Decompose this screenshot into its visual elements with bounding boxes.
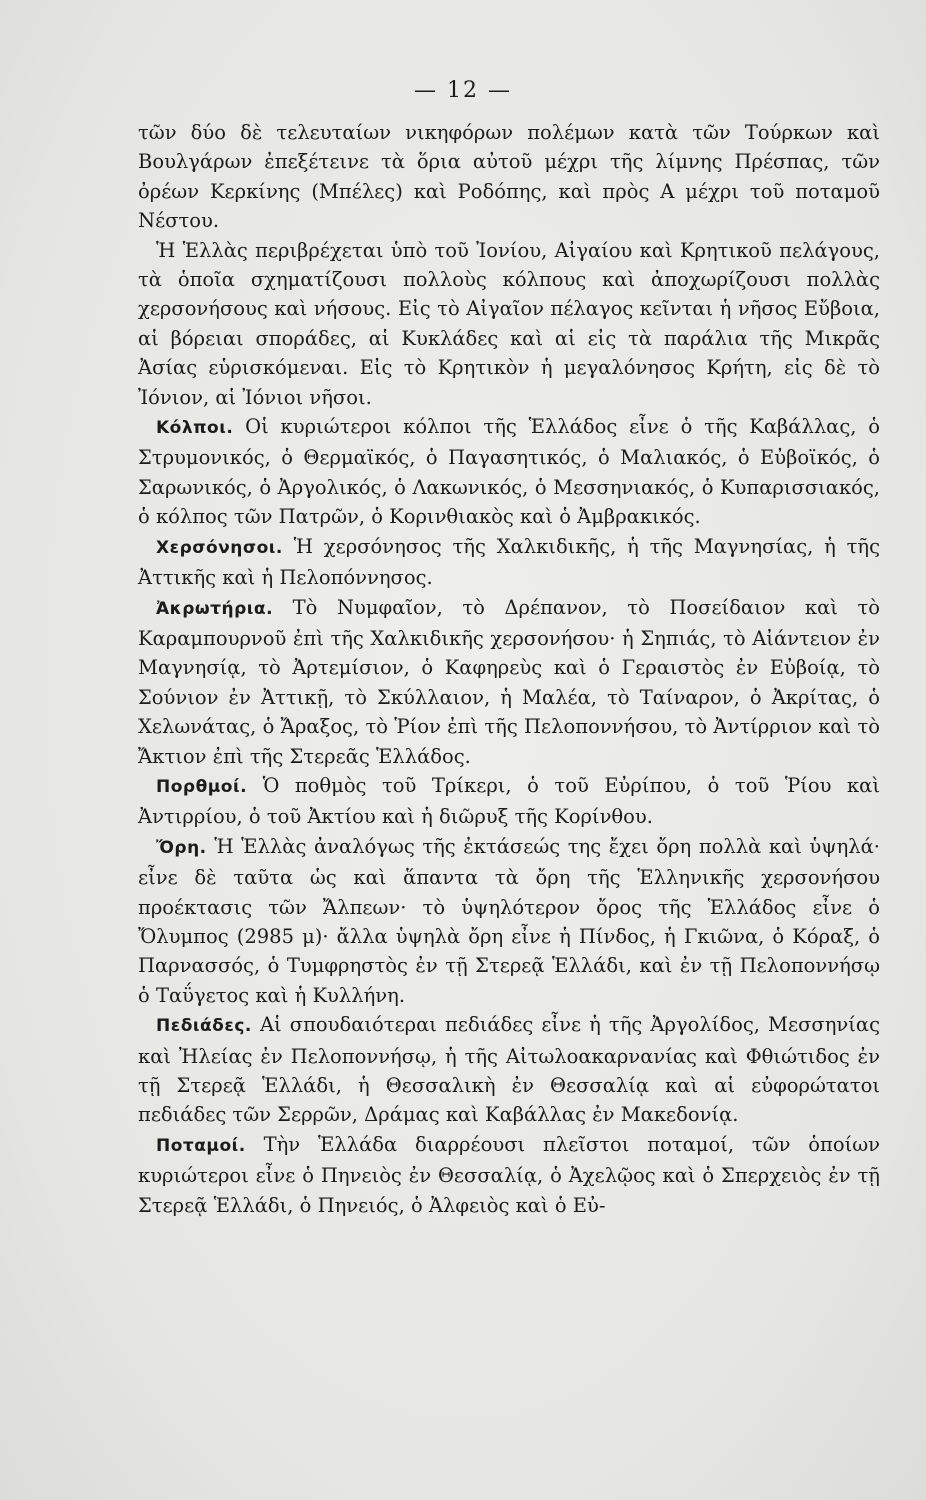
paragraph-text: Τὴν Ἑλλάδα διαρρέουσι πλεῖστοι ποταμοί, τῶν ὁποίων κυριώτεροι εἶνε ὁ Πηνειὸς ἐν Θεσσαλίᾳ, ὁ Ἀχελῷος καὶ ὁ Σπερχειὸς ἐν τῇ Στερεᾷ Ἑλλάδι, ὁ Πηνειός, ὁ Ἀλφειὸς καὶ ὁ Εὐ- <box>138 1132 880 1217</box>
paragraph-text: Ὁ ποθμὸς τοῦ Τρίκερι, ὁ τοῦ Εὐρίπου, ὁ τοῦ Ῥίου καὶ Ἀντιρρίου, ὁ τοῦ Ἀκτίου καὶ ἡ διῶρυξ τῆς Κορίνθου. <box>138 773 880 829</box>
paragraph-capes <box>138 593 880 771</box>
section-heading-gulfs: Κόλποι. <box>156 418 234 439</box>
paragraph-peninsulas <box>138 532 880 593</box>
paragraph-text: Τὸ Νυμφαῖον, τὸ Δρέπανον, τὸ Ποσείδαιον καὶ τὸ Καραμπουρνοῦ ἐπὶ τῆς Χαλκιδικῆς χερσονήσου· ἡ Σηπιάς, τὸ Αἰάντειον ἐν Μαγνησίᾳ, τὸ Ἀρτεμίσιον, ὁ Καφηρεὺς καὶ ὁ Γεραιστὸς ἐν Εὐβοίᾳ, τὸ Σούνιον ἐν Ἀττικῇ, τὸ Σκύλλαιον, ἡ Μαλέα, τὸ Ταίναρον, ὁ Ἀκρίτας, ὁ Χελωνάτας, ὁ Ἄραξος, τὸ Ῥίον ἐπὶ τῆς Πελοποννήσου, τὸ Ἀντίρριον καὶ τὸ Ἄκτιον ἐπὶ τῆς Στερεᾶς Ἑλλάδος. <box>138 595 881 768</box>
section-heading-capes: Ἀκρωτήρια. <box>156 598 274 619</box>
page-number: — 12 — <box>414 78 512 103</box>
paragraph-mountains <box>138 832 880 1010</box>
section-heading-rivers: Ποταμοί. <box>156 1135 246 1156</box>
paragraph-text: Ἡ Ἑλλὰς ἀναλόγως τῆς ἐκτάσεώς της ἔχει ὄρη πολλὰ καὶ ὑψηλά· εἶνε δὲ ταῦτα ὡς καὶ ἅπαντα τὰ ὄρη τῆς Ἑλληνικῆς χερσονήσου προέκτασις τῶν Ἄλπεων· τὸ ὑψηλότερον ὄρος τῆς Ἑλλάδος εἶνε ὁ Ὄλυμπος (2985 μ)· ἄλλα ὑψηλὰ ὄρη εἶνε ἡ Πίνδος, ἡ Γκιῶνα, ὁ Κόραξ, ὁ Παρνασσός, ὁ Τυμφρηστὸς ἐν τῇ Στερεᾷ Ἑλλάδι, καὶ ἐν τῇ Πελοποννήσῳ ὁ Ταΰγετος καὶ ἡ Κυλλήνη. <box>138 834 880 1007</box>
paragraph-gulfs <box>138 412 880 532</box>
paragraph-intro <box>138 118 880 236</box>
paragraph-text: τῶν δύο δὲ τελευταίων νικηφόρων πολέμων κατὰ τῶν Τούρκων καὶ Βουλγάρων ἐπεξέτεινε τὰ ὅρια αὐτοῦ μέχρι τῆς λίμνης Πρέσπας, τῶν ὀρέων Κερκίνης (Μπέλες) καὶ Ροδόπης, καὶ πρὸς Α μέχρι τοῦ ποταμοῦ Νέστου. <box>138 121 880 233</box>
paragraph-seas <box>138 236 880 412</box>
section-heading-plains: Πεδιάδες. <box>156 1016 252 1037</box>
paragraph-straits <box>138 771 880 832</box>
paragraph-text: Ἡ χερσόνησος τῆς Χαλκιδικῆς, ἡ τῆς Μαγνησίας, ἡ τῆς Ἀττικῆς καὶ ἡ Πελοπόννησος. <box>138 534 880 590</box>
section-heading-mountains: Ὄρη. <box>156 837 207 858</box>
paragraph-rivers <box>138 1130 880 1220</box>
paragraph-text: Οἱ κυριώτεροι κόλποι τῆς Ἑλλάδος εἶνε ὁ τῆς Καβάλλας, ὁ Στρυμονικός, ὁ Θερμαϊκός, ὁ Παγασητικός, ὁ Μαλιακός, ὁ Εὐβοϊκός, ὁ Σαρωνικός, ὁ Ἀργολικός, ὁ Λακωνικός, ὁ Μεσσηνιακός, ὁ Κυπαρισσιακός, ὁ κόλπος τῶν Πατρῶν, ὁ Κορινθιακὸς καὶ ὁ Ἀμβρακικός. <box>138 415 880 529</box>
body-text <box>138 118 880 1220</box>
section-heading-peninsulas: Χερσόνησοι. <box>156 537 283 558</box>
paragraph-text: Ἡ Ἑλλὰς περιβρέχεται ὑπὸ τοῦ Ἰονίου, Αἰγαίου καὶ Κρητικοῦ πελάγους, τὰ ὁποῖα σχηματίζουσι πολλοὺς κόλπους καὶ ἀποχωρίζουσι πολλὰς χερσονήσους καὶ νήσους. Εἰς τὸ Αἰγαῖον πέλαγος κεῖνται ἡ νῆσος Εὔβοια, αἱ βόρειαι σποράδες, αἱ Κυκλάδες καὶ αἱ εἰς τὰ παράλια τῆς Μικρᾶς Ἀσίας εὑρισκόμεναι. Εἰς τὸ Κρητικὸν ἡ μεγαλόνησος Κρήτη, εἰς δὲ τὸ Ἰόνιον, αἱ Ἰόνιοι νῆσοι. <box>138 238 880 409</box>
paragraph-plains <box>138 1010 880 1130</box>
section-heading-straits: Πορθμοί. <box>156 776 248 797</box>
paragraph-text: Αἱ σπουδαιότεραι πεδιάδες εἶνε ἡ τῆς Ἀργολίδος, Μεσσηνίας καὶ Ἠλείας ἐν Πελοποννήσῳ, ἡ τῆς Αἰτωλοακαρνανίας καὶ Φθιώτιδος ἐν τῇ Στερεᾷ Ἑλλάδι, ἡ Θεσσαλικὴ ἐν Θεσσαλίᾳ καὶ αἱ εὐφορώτατοι πεδιάδες τῶν Σερρῶν, Δράμας καὶ Καβάλλας ἐν Μακεδονίᾳ. <box>138 1013 880 1127</box>
